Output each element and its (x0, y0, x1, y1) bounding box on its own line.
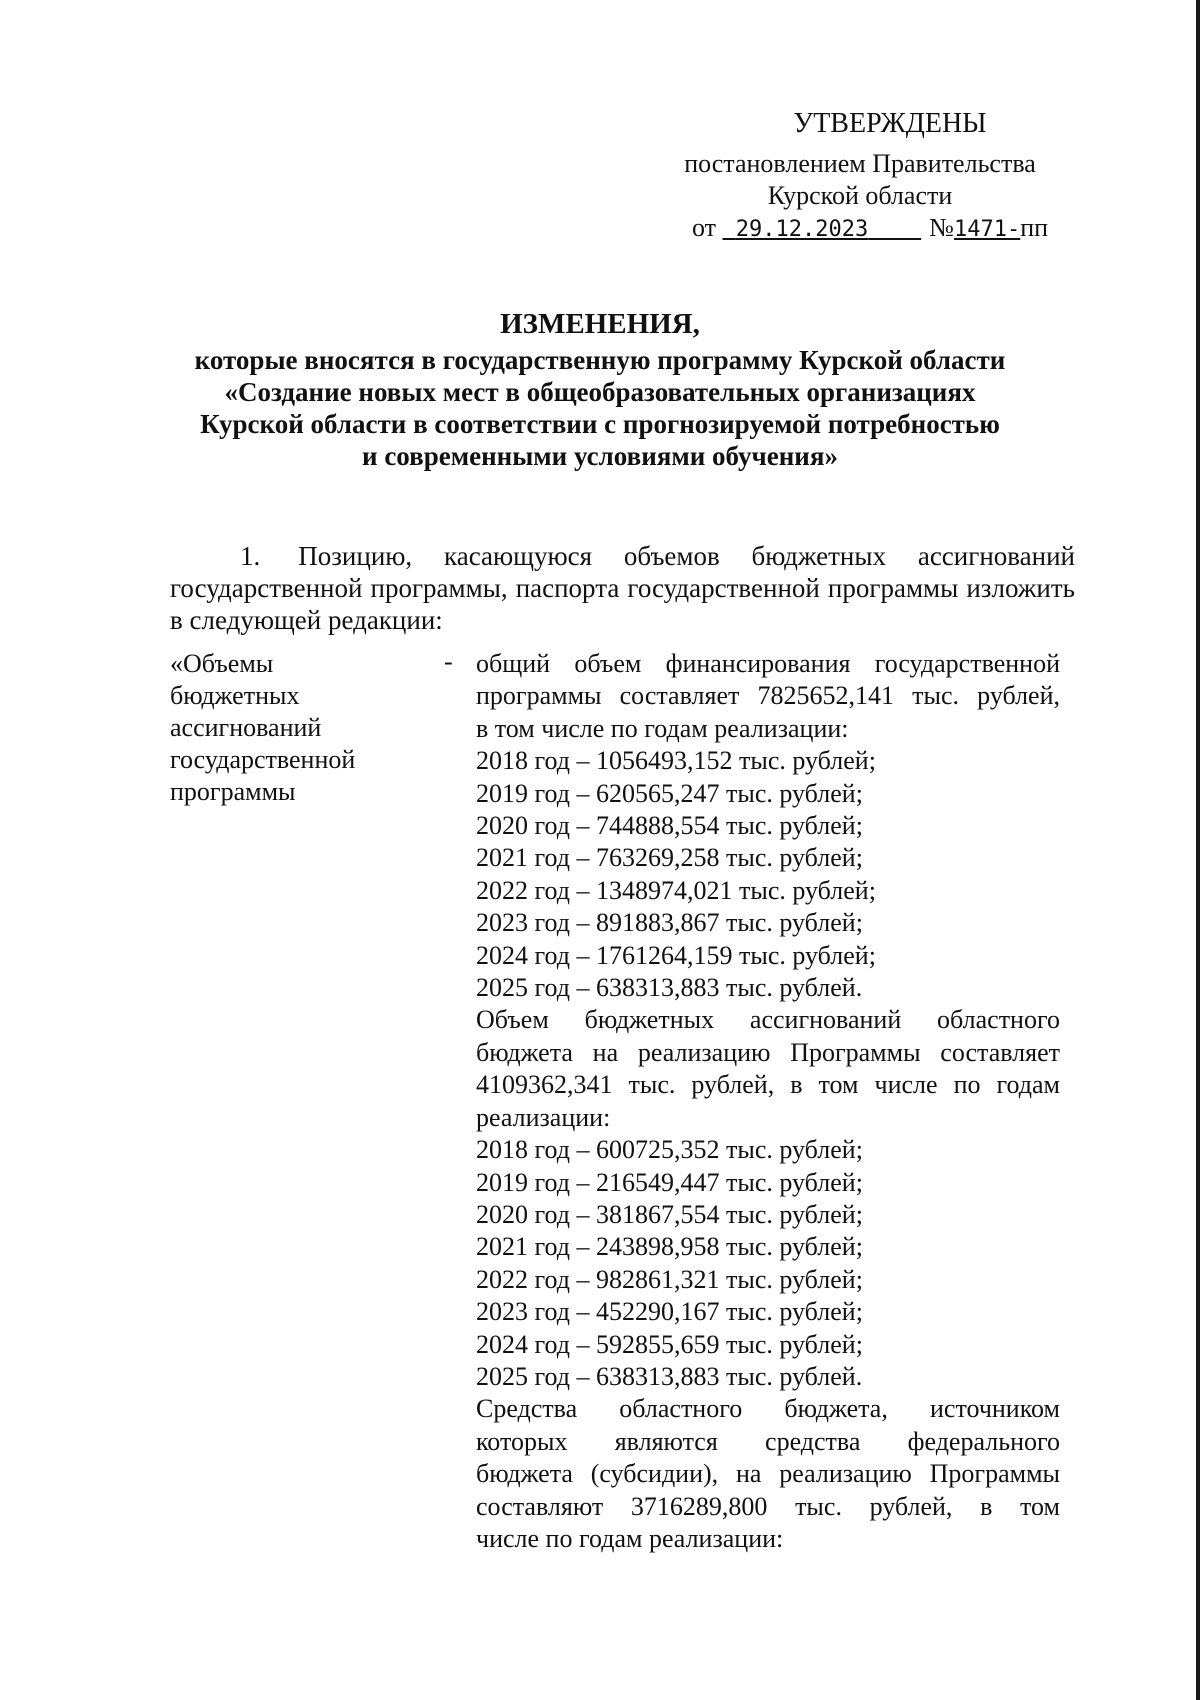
total-intro-line: программы составляет 7825652,141 тыс. рублей, (476, 681, 1060, 711)
total-year-row: 2021 год – 763269,258 тыс. рублей; (476, 843, 863, 873)
approval-line-1: постановлением Правительства (684, 149, 1036, 178)
scan-edge-line (1196, 0, 1200, 1700)
label-line: программы (170, 777, 296, 806)
approval-number: 1471- (953, 217, 1021, 242)
regional-year-row: 2025 год – 638313,883 тыс. рублей. (476, 1361, 863, 1391)
total-intro-line: общий объем финансирования государственной (476, 649, 1060, 678)
regional-year-row: 2020 год – 381867,554 тыс. рублей; (476, 1199, 863, 1229)
approval-heading: УТВЕРЖДЕНЫ (793, 108, 987, 139)
number-prefix: № (929, 213, 954, 242)
regional-year-row: 2019 год – 216549,447 тыс. рублей; (476, 1167, 863, 1197)
federal-intro-line: Средства областного бюджета, источником (476, 1394, 1060, 1424)
date-prefix: от (691, 213, 716, 242)
regional-year-row: 2022 год – 982861,321 тыс. рублей; (476, 1264, 863, 1294)
federal-intro-line: составляют 3716289,800 тыс. рублей, в том (476, 1491, 1060, 1521)
federal-intro-line: которых являются средства федерального (476, 1426, 1060, 1456)
budget-details (476, 648, 1060, 1555)
label-line: «Объемы (170, 649, 274, 678)
total-year-row: 2025 год – 638313,883 тыс. рублей. (476, 973, 863, 1003)
separator-dash: - (444, 647, 453, 676)
total-intro-line: в том числе по годам реализации: (476, 713, 849, 743)
total-year-row: 2024 год – 1761264,159 тыс. рублей; (476, 940, 876, 970)
regional-intro-line: реализации: (476, 1102, 611, 1132)
title-line: Курской области в соответствии с прогнозируемой потребностью (200, 409, 1000, 439)
regional-year-row: 2021 год – 243898,958 тыс. рублей; (476, 1232, 863, 1262)
approval-line-2: Курской области (767, 181, 953, 210)
approval-date-line (660, 212, 1080, 246)
title-line: которые вносятся в государственную программу Курской области (194, 345, 1006, 375)
title-line: «Создание новых мест в общеобразовательных организациях (224, 377, 976, 407)
paragraph-1 (170, 540, 1075, 636)
total-year-row: 2018 год – 1056493,152 тыс. рублей; (476, 746, 876, 776)
document-title (150, 308, 1050, 472)
total-year-row: 2020 год – 744888,554 тыс. рублей; (476, 811, 863, 841)
label-line: бюджетных (170, 681, 300, 710)
total-year-row: 2019 год – 620565,247 тыс. рублей; (476, 778, 863, 808)
total-year-row: 2023 год – 891883,867 тыс. рублей; (476, 908, 863, 938)
federal-intro-line: числе по годам реализации: (476, 1523, 784, 1553)
total-year-row: 2022 год – 1348974,021 тыс. рублей; (476, 875, 876, 905)
title-line: и современными условиями обучения» (362, 441, 838, 471)
number-suffix: пп (1020, 213, 1049, 242)
regional-year-row: 2024 год – 592855,659 тыс. рублей; (476, 1329, 863, 1359)
regional-intro-line: 4109362,341 тыс. рублей, в том числе по годам (476, 1070, 1060, 1100)
budget-label (170, 648, 430, 808)
regional-intro-line: Объем бюджетных ассигнований областного (476, 1005, 1060, 1035)
approval-date: 29.12.2023 (735, 217, 869, 242)
title-main: ИЗМЕНЕНИЯ, (500, 308, 700, 340)
federal-intro-line: бюджета (субсидии), на реализацию Программы (476, 1459, 1060, 1489)
label-line: государственной (170, 745, 356, 774)
paragraph-text: Позицию, касающуюся объемов бюджетных ассигнований государственной программы, паспорта государственной программы изложить в следующей редакции: (170, 541, 1075, 635)
regional-year-row: 2023 год – 452290,167 тыс. рублей; (476, 1297, 863, 1327)
regional-year-row: 2018 год – 600725,352 тыс. рублей; (476, 1135, 863, 1165)
label-line: ассигнований (170, 713, 322, 742)
regional-intro-line: бюджета на реализацию Программы составляет (476, 1037, 1060, 1067)
approval-stamp (640, 108, 1080, 246)
paragraph-number: 1. (240, 541, 261, 571)
